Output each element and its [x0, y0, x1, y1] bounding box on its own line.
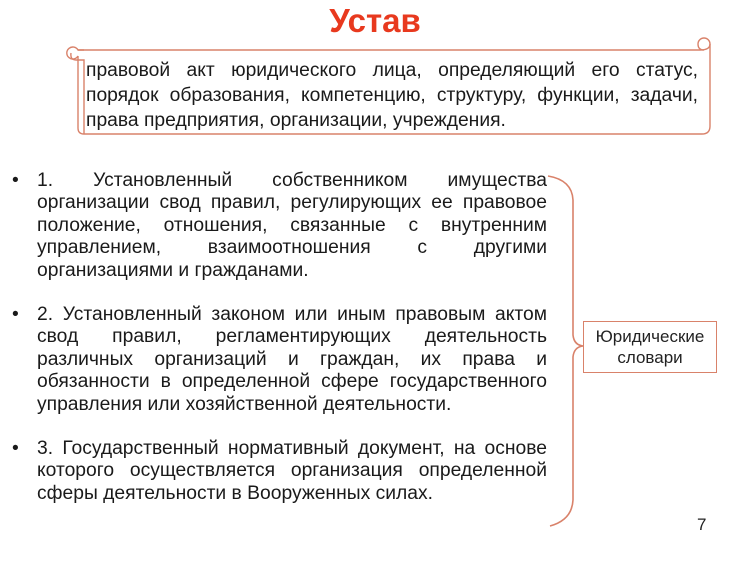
bullet-text: 1. Установленный собственником имущества организации свод правил, регулирующих ее правовое положение, отношения, связанные с внутренним управлением, взаимоотношения с другими организациями и гражданами.: [37, 170, 547, 281]
source-label-line2: словари: [617, 348, 683, 367]
bullet-marker: •: [12, 304, 19, 326]
bullet-item: [12, 304, 547, 416]
bullet-list: [12, 170, 547, 527]
bullet-item: [12, 438, 547, 505]
source-label-line1: Юридические: [595, 327, 705, 346]
bullet-text: 3. Государственный нормативный документ, на основе которого осуществляется организация определенной сферы деятельности в Вооруженных силах.: [37, 438, 547, 504]
bullet-text: 2. Установленный законом или иным правовым актом свод правил, регламентирующих деятельность различных организаций и граждан, их права и обязанности в определенной сфере государственного управления или хозяйственной деятельности.: [37, 304, 547, 415]
bullet-marker: •: [12, 438, 19, 460]
bullet-item: [12, 170, 547, 282]
curly-brace: [548, 176, 583, 526]
page-number: 7: [697, 515, 707, 534]
source-label-box: [583, 321, 717, 373]
slide-title: Устав: [329, 2, 421, 39]
bullet-marker: •: [12, 170, 19, 191]
definition-text: правовой акт юридического лица, определяющий его статус, порядок образования, компетенцию, структуру, функции, задачи, права предприятия, организации, учреждения.: [86, 60, 698, 131]
